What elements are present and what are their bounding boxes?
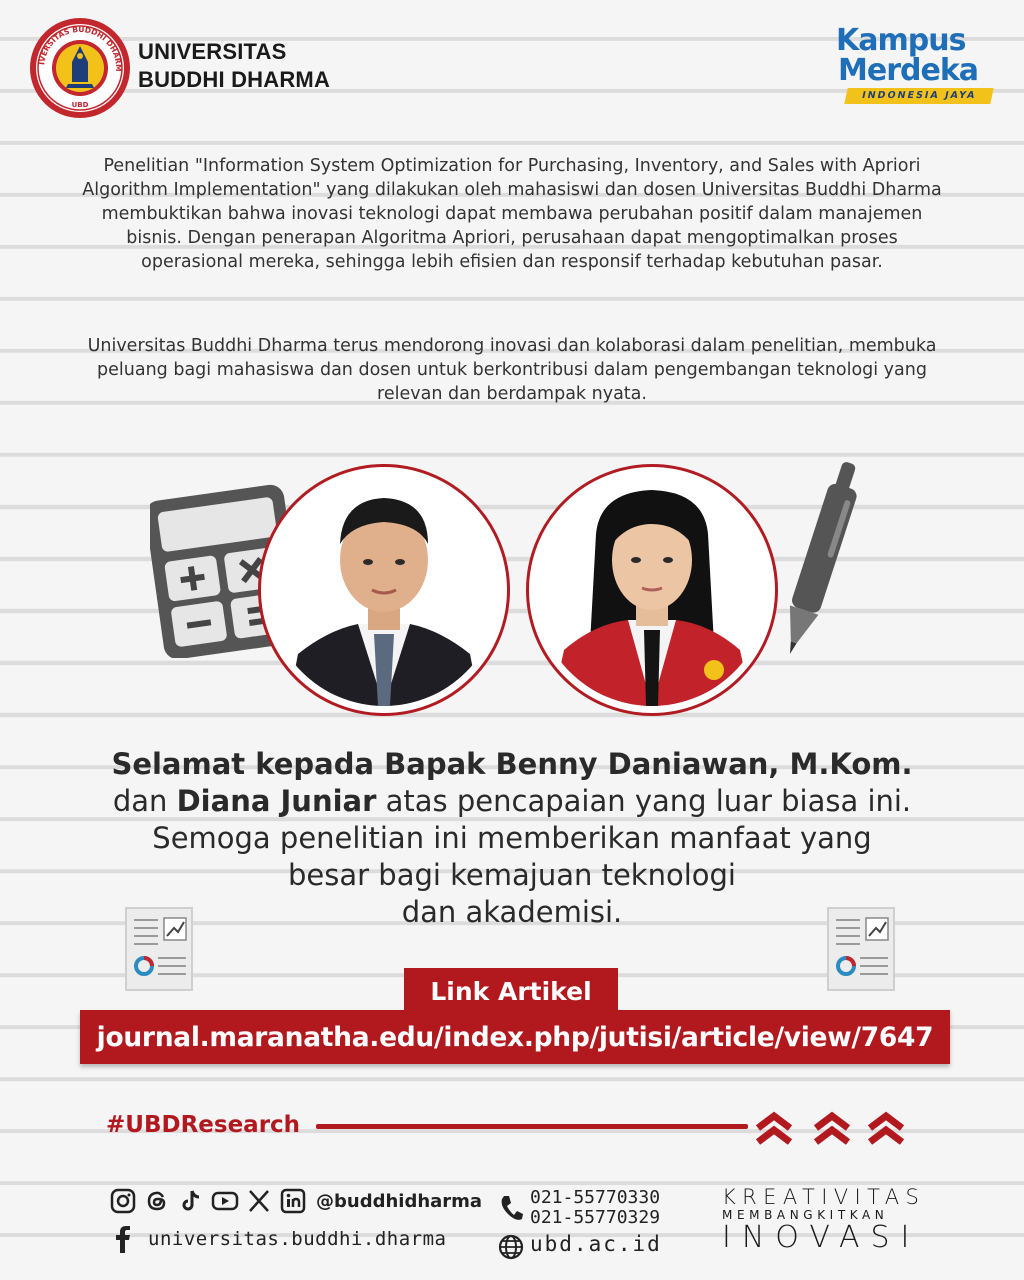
youtube-icon[interactable] — [210, 1186, 240, 1216]
congrats-line3: Semoga penelitian ini memberikan manfaat yang — [152, 821, 872, 855]
tagline-line1: KREATIVITAS — [722, 1185, 926, 1209]
kampus-line1: Kampus — [836, 23, 966, 58]
congrats-line2: dan Diana Juniar atas pencapaian yang luar biasa ini. — [112, 784, 912, 818]
phone-numbers — [530, 1188, 660, 1228]
seal-abbrev: UBD — [71, 101, 89, 109]
tagline — [722, 1185, 926, 1255]
link-article-label: Link Artikel — [404, 968, 618, 1014]
tagline-line3: INOVASI — [722, 1220, 921, 1255]
report-document-icon-right — [826, 906, 898, 996]
contact-block — [498, 1188, 698, 1262]
congrats-line1: Selamat kepada Bapak Benny Daniawan, M.Kom. — [111, 747, 913, 781]
facebook-icon[interactable] — [108, 1224, 138, 1254]
report-document-icon-left — [124, 906, 196, 996]
instagram-icon[interactable] — [108, 1186, 138, 1216]
tiktok-icon[interactable] — [176, 1186, 206, 1216]
university-name-line1: UNIVERSITAS — [138, 39, 287, 64]
social-media-row — [108, 1186, 482, 1216]
portrait-benny — [268, 474, 500, 706]
facebook-row — [108, 1224, 446, 1254]
intro-paragraph: Penelitian "Information System Optimization for Purchasing, Inventory, and Sales with Apriori Algorithm Implementation" yang dilakukan oleh mahasiswi dan dosen Universitas Buddhi Dharma membuktikan bahwa inovasi teknologi dapat membawa perubahan positif dalam manajemen bisnis. Dengan penerapan Algoritma Apriori, perusahaan dapat mengoptimalkan proses operasional mereka, sehingga lebih efisien dan responsif terhadap kebutuhan pasar. — [82, 156, 942, 272]
phone-number-1[interactable]: 021-55770330 — [530, 1187, 661, 1208]
kampus-line2: Merdeka — [838, 53, 979, 88]
phone-icon — [498, 1194, 524, 1226]
article-url-link[interactable]: journal.maranatha.edu/index.php/jutisi/article/view/7647 — [80, 1010, 950, 1064]
hashtag-divider — [316, 1124, 748, 1129]
university-name-line2: BUDDHI DHARMA — [138, 67, 331, 92]
globe-icon — [498, 1234, 524, 1264]
portrait-diana — [536, 474, 768, 706]
facebook-page[interactable]: universitas.buddhi.dharma — [148, 1228, 447, 1250]
linkedin-icon[interactable] — [278, 1186, 308, 1216]
chevrons-up-icon — [754, 1108, 910, 1152]
seal-text: IVERSITAS BUDDHI DHARM — [37, 24, 124, 72]
website-link[interactable]: ubd.ac.id — [530, 1232, 662, 1256]
x-twitter-icon[interactable] — [244, 1186, 274, 1216]
portrait-benny-frame — [258, 464, 510, 716]
congrats-block — [40, 746, 984, 931]
hashtag: #UBDResearch — [106, 1112, 301, 1138]
pen-icon — [780, 456, 870, 666]
congrats-line5: dan akademisi. — [401, 895, 623, 929]
kampus-merdeka-logo — [836, 23, 996, 112]
social-handle: @buddhidharma — [316, 1190, 483, 1212]
university-name — [138, 38, 330, 94]
congrats-line4: besar bagi kemajuan teknologi — [288, 858, 736, 892]
tagline-line2: MEMBANGKITKAN — [722, 1208, 889, 1222]
portrait-diana-frame — [526, 464, 778, 716]
phone-number-2[interactable]: 021-55770329 — [530, 1207, 661, 1228]
mission-paragraph: Universitas Buddhi Dharma terus mendorong inovasi dan kolaborasi dalam penelitian, membuka peluang bagi mahasiswa dan dosen untuk berkontribusi dalam pengembangan teknologi yang relevan dan berdampak nyata. — [87, 336, 937, 404]
university-seal-logo — [28, 16, 132, 120]
kampus-band: INDONESIA JAYA — [844, 88, 993, 104]
threads-icon[interactable] — [142, 1186, 172, 1216]
